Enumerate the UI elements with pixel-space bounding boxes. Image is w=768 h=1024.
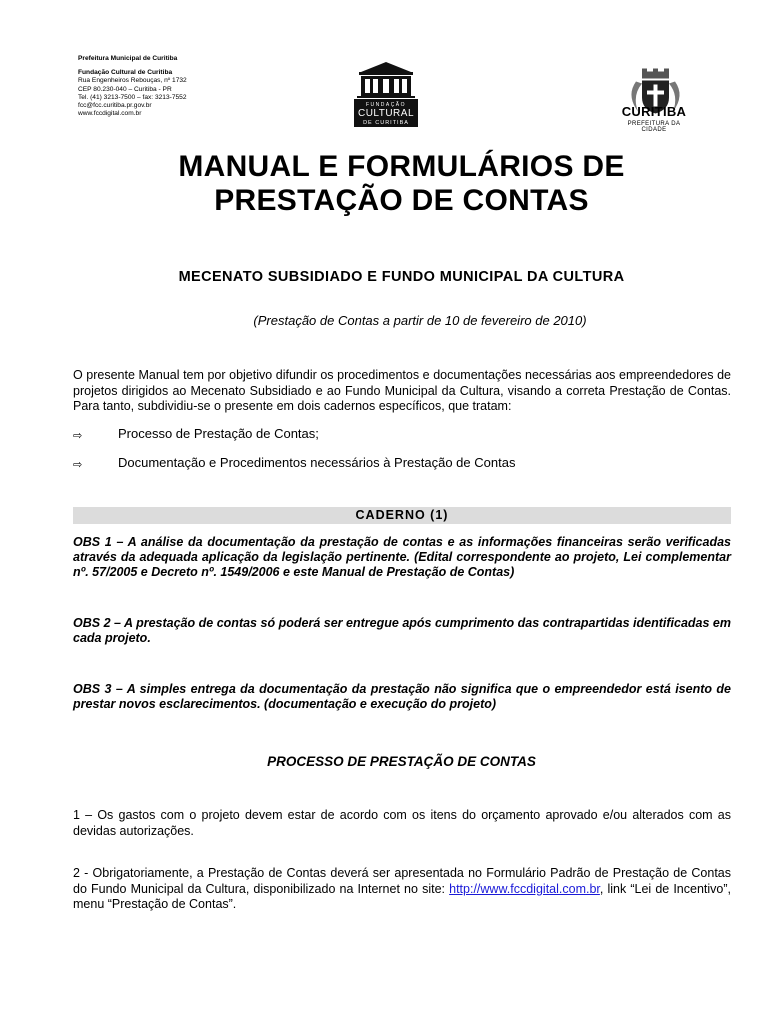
fcc-logo-bottom-text: DE CURITIBA [363, 120, 409, 126]
bullet-2-text: Documentação e Procedimentos necessários à Prestação de Contas [118, 455, 516, 470]
date-note: (Prestação de Contas a partir de 10 de fevereiro de 2010) [253, 313, 587, 328]
title-line-1: MANUAL E FORMULÁRIOS DE [178, 150, 625, 183]
org-email: fcc@fcc.curitiba.pr.gov.br [78, 102, 152, 110]
org-line-fundacao: Fundação Cultural de Curitiba [78, 69, 173, 77]
obs-2: OBS 2 – A prestação de contas só poderá ser entregue após cumprimento das contrapartidas identificadas em cada projeto. [73, 616, 731, 645]
fccdigital-link[interactable]: http://www.fccdigital.com.br [449, 881, 600, 896]
bullet-2 [73, 455, 82, 473]
item-1: 1 – Os gastos com o projeto devem estar de acordo com os itens do orçamento aprovado e/ou alterados com as devidas autorizações. [73, 808, 731, 838]
obs-1: OBS 1 – A análise da documentação da prestação de contas e as informações financeiras serão verificadas através da adequada aplicação da legislação pertinente. (Edital correspondente ao projeto, Lei complementar nº. 57/2005 e Decreto nº. 1549/2006 e este Manual de Prestação de Contas) [73, 535, 731, 579]
org-cep: CEP 80.230-040 – Curitiba - PR [78, 85, 172, 93]
section-heading: PROCESSO DE PRESTAÇÃO DE CONTAS [267, 754, 536, 769]
document-title [100, 150, 703, 218]
bullet-1-text: Processo de Prestação de Contas; [118, 426, 319, 441]
title-line-2: PRESTAÇÃO DE CONTAS [214, 184, 589, 217]
fundacao-cultural-logo [351, 58, 421, 128]
item-2 [73, 866, 731, 913]
org-website: www.fccdigital.com.br [78, 110, 142, 118]
arrow-right-icon: ⇨ [73, 430, 83, 442]
intro-paragraph: O presente Manual tem por objetivo difundir os procedimentos e documentações necessárias aos empreendedores de projetos dirigidos ao Mecenato Subsidiado e ao Fundo Municipal da Cultura, visando a correta Prestação de Contas. Para tanto, subdividiu-se o presente em dois cadernos específicos, que tratam: [73, 368, 731, 413]
item-2-text-after: , link “Lei de Incentivo”, menu “Prestação de Contas”. [73, 881, 732, 911]
organization-header [78, 55, 268, 118]
fcc-logo-main-text: CULTURAL [357, 108, 415, 119]
org-address: Rua Engenheiros Rebouças, nº 1732 [78, 77, 187, 85]
org-phone: Tel. (41) 3213-7500 – fax: 3213-7552 [78, 93, 187, 101]
org-line-prefeitura: Prefeitura Municipal de Curitiba [78, 55, 178, 62]
curitiba-logo-name: CURITIBA [621, 104, 687, 119]
curitiba-logo-subtitle: PREFEITURA DA CIDADE [627, 121, 681, 133]
item-2-text-before: 2 - Obrigatoriamente, a Prestação de Contas deverá ser apresentada no Formulário Padrão de Prestação de Contas do Fundo Municipal da Cultura, disponibilizado na Internet no site: [73, 866, 731, 896]
caderno-heading: CADERNO (1) [73, 507, 731, 524]
arrow-right-icon: ⇨ [73, 459, 83, 471]
document-subtitle: MECENATO SUBSIDIADO E FUNDO MUNICIPAL DA CULTURA [178, 269, 625, 285]
fcc-logo-top-text: FUNDAÇÃO [365, 102, 407, 108]
obs-3: OBS 3 – A simples entrega da documentação da prestação não significa que o empreendedor está isento de prestar novos esclarecimentos. (documentação e execução do projeto) [73, 682, 731, 711]
bullet-1 [73, 426, 82, 444]
